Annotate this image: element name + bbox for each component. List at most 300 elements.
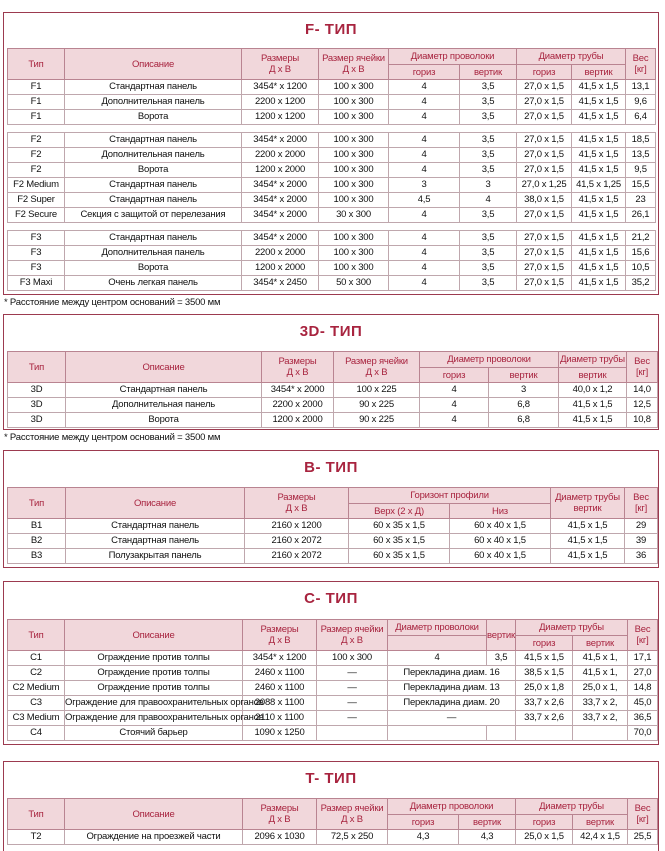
table-cell: Стандартная панель	[65, 193, 242, 208]
footnote: * Расстояние между центром оснований = 3500 мм	[4, 297, 221, 308]
table-cell: 70,0	[628, 726, 658, 741]
col-tube: Диаметр трубы вертик	[551, 488, 625, 519]
col-desc: Описание	[66, 352, 262, 383]
b-type-title: B- ТИП	[304, 459, 358, 476]
table-cell: F2	[8, 163, 65, 178]
table-cell: Ворота	[66, 413, 262, 428]
table-cell: C3 Medium	[8, 711, 65, 726]
table-row	[8, 231, 656, 246]
table-cell: 41,5 x 1,5	[572, 246, 626, 261]
table-cell: Стандартная панель	[65, 133, 242, 148]
table-cell: 4	[389, 246, 460, 261]
table-cell: 27,0 x 1,5	[517, 231, 572, 246]
table-cell: Перекладина диам. 13	[388, 681, 516, 696]
table-cell: 100 x 300	[317, 651, 388, 666]
table-cell: C3	[8, 696, 65, 711]
table-cell: 14,0	[627, 383, 658, 398]
table-row	[8, 148, 656, 163]
table-cell: Стандартная панель	[66, 383, 262, 398]
table-row	[8, 534, 658, 549]
table-cell: 60 x 40 x 1,5	[450, 534, 551, 549]
col-tube-h: гориз	[516, 815, 573, 830]
table-cell: 45,0	[628, 696, 658, 711]
table-row	[8, 711, 658, 726]
col-size: Размеры Д x В	[243, 620, 317, 651]
col-desc: Описание	[66, 488, 245, 519]
table-cell: 35,2	[626, 276, 656, 291]
table-cell: F1	[8, 110, 65, 125]
table-cell: Ограждение для правоохранительных органов	[65, 711, 243, 726]
table-cell: 3,5	[460, 231, 517, 246]
table-cell: 4	[460, 193, 517, 208]
table-cell: 1200 x 2000	[242, 261, 319, 276]
table-cell: 2160 x 2072	[245, 549, 349, 564]
col-mesh: Размер ячейки Д x В	[317, 620, 388, 651]
table-cell: 30 x 300	[319, 208, 389, 223]
col-wire-blank	[388, 636, 487, 651]
table-cell: 3454* x 2000	[242, 193, 319, 208]
table-cell: 15,6	[626, 246, 656, 261]
table-cell: 50 x 300	[319, 276, 389, 291]
table-cell: Полузакрытая панель	[66, 549, 245, 564]
c-type-section	[3, 581, 659, 745]
table-cell: 9,6	[626, 95, 656, 110]
table-cell: 41,5 x 1,5	[572, 110, 626, 125]
table-cell: 9,5	[626, 163, 656, 178]
table-cell: 100 x 300	[319, 80, 389, 95]
table-cell: 3,5	[460, 133, 517, 148]
table-cell: 100 x 300	[319, 231, 389, 246]
table-cell: —	[317, 696, 388, 711]
col-tube-v: вертик	[573, 815, 628, 830]
table-cell: 27,0 x 1,5	[517, 110, 572, 125]
table-cell: 41,5 x 1,5	[516, 651, 573, 666]
table-cell: 41,5 x 1,5	[572, 80, 626, 95]
table-cell: 100 x 300	[319, 178, 389, 193]
table-cell: 41,5 x 1,	[573, 651, 628, 666]
table-cell: 38,0 x 1,5	[517, 193, 572, 208]
table-cell: 33,7 x 2,	[573, 711, 628, 726]
col-type: Тип	[8, 49, 65, 80]
table-cell: 3,5	[460, 80, 517, 95]
table-cell: 41,5 x 1,5	[572, 133, 626, 148]
table-cell: F3	[8, 246, 65, 261]
table-row	[8, 726, 658, 741]
col-desc: Описание	[65, 49, 242, 80]
3d-type-table	[7, 351, 658, 428]
table-row	[8, 276, 656, 291]
table-cell	[388, 726, 487, 741]
table-cell: 42,4 x 1,5	[573, 830, 628, 845]
table-cell: 100 x 300	[319, 193, 389, 208]
table-row	[8, 383, 658, 398]
table-cell: 33,7 x 2,6	[516, 711, 573, 726]
table-cell: 13,5	[626, 148, 656, 163]
table-cell: T2	[8, 830, 65, 845]
table-cell: 3D	[8, 413, 66, 428]
table-cell: 41,5 x 1,5	[572, 276, 626, 291]
table-cell: 4,3	[459, 830, 516, 845]
table-cell: 3,5	[460, 208, 517, 223]
table-cell: 3	[489, 383, 559, 398]
col-tube-h: гориз	[517, 65, 572, 80]
table-cell: 4	[420, 413, 489, 428]
table-cell: 15,5	[626, 178, 656, 193]
table-cell: 3,5	[460, 110, 517, 125]
3d-type-title: 3D- ТИП	[299, 323, 363, 340]
table-cell: Стандартная панель	[66, 534, 245, 549]
table-cell: 4	[420, 383, 489, 398]
group-separator	[8, 125, 656, 133]
table-cell: F3	[8, 261, 65, 276]
table-row	[8, 413, 658, 428]
table-cell: 2096 x 1030	[243, 830, 317, 845]
table-cell: 41,5 x 1,25	[572, 178, 626, 193]
table-cell: Стандартная панель	[65, 80, 242, 95]
table-cell: 4,3	[388, 830, 459, 845]
col-weight: Вес [кг]	[625, 488, 658, 519]
col-wire-h: гориз	[389, 65, 460, 80]
table-cell: 27,0 x 1,5	[517, 246, 572, 261]
table-cell: 27,0 x 1,5	[517, 95, 572, 110]
col-wire-v: вертик	[489, 368, 559, 383]
table-cell: —	[317, 681, 388, 696]
table-cell: 25,5	[628, 830, 658, 845]
table-row	[8, 163, 656, 178]
col-profile-top: Верх (2 x Д)	[349, 504, 450, 519]
table-cell: —	[388, 711, 516, 726]
table-cell: 10,8	[627, 413, 658, 428]
table-cell: 33,7 x 2,	[573, 696, 628, 711]
table-cell: 4	[389, 95, 460, 110]
table-cell: 3454* x 1200	[243, 651, 317, 666]
table-cell: 10,5	[626, 261, 656, 276]
table-cell: F2 Super	[8, 193, 65, 208]
table-cell: F1	[8, 95, 65, 110]
table-cell: 41,5 x 1,5	[551, 534, 625, 549]
table-cell: 3D	[8, 398, 66, 413]
table-cell: 39	[625, 534, 658, 549]
b-type-table	[7, 487, 658, 564]
table-cell: B3	[8, 549, 66, 564]
table-cell: 100 x 225	[334, 383, 420, 398]
table-cell: 41,5 x 1,5	[572, 231, 626, 246]
col-weight: Вес [кг]	[626, 49, 656, 80]
table-cell: 27,0 x 1,5	[517, 133, 572, 148]
table-cell: 100 x 300	[319, 246, 389, 261]
table-cell: 21,2	[626, 231, 656, 246]
f-type-section	[3, 12, 659, 295]
table-cell: 18,5	[626, 133, 656, 148]
table-cell: 41,5 x 1,	[573, 666, 628, 681]
col-tube: Диаметр трубы	[559, 352, 627, 368]
table-cell: 41,5 x 1,5	[551, 519, 625, 534]
table-cell: 3	[389, 178, 460, 193]
col-profile-bottom: Низ	[450, 504, 551, 519]
table-cell: 41,5 x 1,5	[572, 95, 626, 110]
table-cell: 60 x 35 x 1,5	[349, 549, 450, 564]
col-mesh: Размер ячейки Д x В	[319, 49, 389, 80]
col-size: Размеры Д x В	[242, 49, 319, 80]
table-cell: 4	[389, 133, 460, 148]
table-cell: 2200 x 2000	[242, 246, 319, 261]
table-cell: Очень легкая панель	[65, 276, 242, 291]
col-type: Тип	[8, 620, 65, 651]
table-cell: 25,0 x 1,	[573, 681, 628, 696]
col-tube: Диаметр трубы	[517, 49, 626, 65]
table-cell: 3454* x 2000	[242, 231, 319, 246]
table-cell: 27,0 x 1,25	[517, 178, 572, 193]
table-cell: 41,5 x 1,5	[572, 261, 626, 276]
table-cell: 33,7 x 2,6	[516, 696, 573, 711]
table-row	[8, 110, 656, 125]
table-cell: 36,5	[628, 711, 658, 726]
table-cell	[573, 726, 628, 741]
table-cell: 3,5	[460, 95, 517, 110]
table-cell: Ворота	[65, 110, 242, 125]
table-cell: 3,5	[460, 246, 517, 261]
table-cell: 27,0 x 1,5	[517, 80, 572, 95]
col-tube-v: вертик	[572, 65, 626, 80]
col-tube-v: вертик	[559, 368, 627, 383]
table-cell: C1	[8, 651, 65, 666]
table-cell: 27,0 x 1,5	[517, 261, 572, 276]
f-type-title: F- ТИП	[304, 21, 358, 38]
col-tube-h: гориз	[516, 636, 573, 651]
table-cell: 4	[420, 398, 489, 413]
table-cell: 4	[388, 651, 487, 666]
col-weight: Вес [кг]	[627, 352, 658, 383]
col-type: Тип	[8, 352, 66, 383]
table-cell: 60 x 35 x 1,5	[349, 534, 450, 549]
table-cell: 25,0 x 1,8	[516, 681, 573, 696]
table-cell: 40,0 x 1,2	[559, 383, 627, 398]
table-cell: 3454* x 2000	[242, 178, 319, 193]
table-cell: Стандартная панель	[66, 519, 245, 534]
table-cell: 3,5	[460, 276, 517, 291]
table-cell: 2200 x 2000	[262, 398, 334, 413]
table-cell: 4	[389, 276, 460, 291]
table-cell: Ограждение против толпы	[65, 666, 243, 681]
table-cell: 4,5	[389, 193, 460, 208]
table-cell: —	[317, 711, 388, 726]
col-wire-v: вертик	[459, 815, 516, 830]
table-cell: 1090 x 1250	[243, 726, 317, 741]
table-cell: 41,5 x 1,5	[572, 148, 626, 163]
table-cell: 3,5	[460, 163, 517, 178]
col-wire-h: гориз	[420, 368, 489, 383]
col-wire-v: вертик	[460, 65, 517, 80]
table-cell: 41,5 x 1,5	[559, 398, 627, 413]
table-cell: 41,5 x 1,5	[572, 208, 626, 223]
table-cell: 3,5	[460, 261, 517, 276]
table-cell: 3D	[8, 383, 66, 398]
table-row	[8, 681, 658, 696]
col-wire-h: гориз	[388, 815, 459, 830]
col-type: Тип	[8, 488, 66, 519]
table-row	[8, 80, 656, 95]
table-cell: 38,5 x 1,5	[516, 666, 573, 681]
table-cell: Ограждение на проезжей части	[65, 830, 243, 845]
table-row	[8, 398, 658, 413]
table-cell: 100 x 300	[319, 133, 389, 148]
table-row	[8, 830, 658, 845]
table-cell: F1	[8, 80, 65, 95]
table-cell: 90 x 225	[334, 398, 420, 413]
table-cell: Ограждение против толпы	[65, 681, 243, 696]
table-cell: 13,1	[626, 80, 656, 95]
footnote: * Расстояние между центром оснований = 3500 мм	[4, 432, 221, 443]
table-cell: 41,5 x 1,5	[551, 549, 625, 564]
col-mesh: Размер ячейки Д x В	[334, 352, 420, 383]
table-cell: C2 Medium	[8, 681, 65, 696]
table-row	[8, 696, 658, 711]
table-cell	[487, 726, 516, 741]
table-row	[8, 549, 658, 564]
table-cell: Перекладина диам. 16	[388, 666, 516, 681]
col-wire: Диаметр проволоки	[389, 49, 517, 65]
table-cell: Стоячий барьер	[65, 726, 243, 741]
table-cell: 6,8	[489, 398, 559, 413]
table-row	[8, 246, 656, 261]
col-desc: Описание	[65, 799, 243, 830]
table-cell: 1200 x 2000	[242, 163, 319, 178]
table-cell: 2160 x 1200	[245, 519, 349, 534]
table-row	[8, 193, 656, 208]
table-cell: 2200 x 1200	[242, 95, 319, 110]
col-size: Размеры Д x В	[262, 352, 334, 383]
table-row	[8, 651, 658, 666]
table-cell: 27,0 x 1,5	[517, 276, 572, 291]
col-weight: Вес [кг]	[628, 799, 658, 830]
table-cell: Дополнительная панель	[65, 148, 242, 163]
table-cell: C2	[8, 666, 65, 681]
table-cell: 4	[389, 148, 460, 163]
col-wire-v: вертик	[487, 620, 516, 651]
table-row	[8, 261, 656, 276]
table-cell: 3454* x 2000	[262, 383, 334, 398]
table-cell: 3,5	[487, 651, 516, 666]
table-cell: 60 x 40 x 1,5	[450, 519, 551, 534]
table-row	[8, 208, 656, 223]
col-size: Размеры Д x В	[245, 488, 349, 519]
table-cell: B1	[8, 519, 66, 534]
t-type-section	[3, 761, 659, 851]
t-type-table	[7, 798, 658, 845]
table-cell: 4	[389, 110, 460, 125]
col-desc: Описание	[65, 620, 243, 651]
table-cell: Стандартная панель	[65, 231, 242, 246]
t-type-title: T- ТИП	[305, 770, 357, 787]
table-cell: C4	[8, 726, 65, 741]
table-cell: 27,0 x 1,5	[517, 163, 572, 178]
table-cell: F2 Secure	[8, 208, 65, 223]
table-cell: 1200 x 2000	[262, 413, 334, 428]
table-cell: Ограждение для правоохранительных органов	[65, 696, 243, 711]
table-cell: 100 x 300	[319, 110, 389, 125]
table-cell: 36	[625, 549, 658, 564]
table-cell: 60 x 35 x 1,5	[349, 519, 450, 534]
table-cell	[516, 726, 573, 741]
table-cell: Ворота	[65, 261, 242, 276]
table-cell: Ворота	[65, 163, 242, 178]
table-cell: 60 x 40 x 1,5	[450, 549, 551, 564]
table-cell: 27,0	[628, 666, 658, 681]
3d-type-section	[3, 314, 659, 430]
group-separator	[8, 223, 656, 231]
table-cell: 2460 x 1100	[243, 666, 317, 681]
b-type-section	[3, 450, 659, 568]
table-cell: 6,8	[489, 413, 559, 428]
table-cell: 1200 x 1200	[242, 110, 319, 125]
table-cell: 2460 x 1100	[243, 681, 317, 696]
table-cell	[317, 726, 388, 741]
table-cell: Дополнительная панель	[65, 246, 242, 261]
table-cell: 3,5	[460, 148, 517, 163]
c-type-title: C- ТИП	[304, 590, 358, 607]
table-cell: Перекладина диам. 20	[388, 696, 516, 711]
table-cell: 12,5	[627, 398, 658, 413]
table-cell: 25,0 x 1,5	[516, 830, 573, 845]
col-wire: Диаметр проволоки	[420, 352, 559, 368]
col-wire: Диаметр проволоки	[388, 799, 516, 815]
table-cell: 4	[389, 208, 460, 223]
table-cell: 41,5 x 1,5	[572, 193, 626, 208]
table-row	[8, 519, 658, 534]
col-wire: Диаметр проволоки	[388, 620, 487, 636]
table-row	[8, 178, 656, 193]
col-size: Размеры Д x В	[243, 799, 317, 830]
table-cell: Стандартная панель	[65, 178, 242, 193]
table-cell: 2088 x 1100	[243, 696, 317, 711]
table-cell: 2200 x 2000	[242, 148, 319, 163]
table-cell: 100 x 300	[319, 148, 389, 163]
table-cell: 3454* x 1200	[242, 80, 319, 95]
table-cell: B2	[8, 534, 66, 549]
table-cell: 3454* x 2000	[242, 133, 319, 148]
table-cell: 4	[389, 163, 460, 178]
table-cell: 3	[460, 178, 517, 193]
table-row	[8, 133, 656, 148]
table-row	[8, 666, 658, 681]
table-row	[8, 95, 656, 110]
table-cell: F3	[8, 231, 65, 246]
table-cell: 4	[389, 231, 460, 246]
table-cell: 2110 x 1100	[243, 711, 317, 726]
table-cell: Ограждение против толпы	[65, 651, 243, 666]
table-cell: 72,5 x 250	[317, 830, 388, 845]
table-cell: F3 Maxi	[8, 276, 65, 291]
table-cell: 27,0 x 1,5	[517, 208, 572, 223]
table-cell: 41,5 x 1,5	[572, 163, 626, 178]
col-type: Тип	[8, 799, 65, 830]
table-cell: 100 x 300	[319, 163, 389, 178]
table-cell: F2	[8, 133, 65, 148]
table-cell: 90 x 225	[334, 413, 420, 428]
table-cell: Дополнительная панель	[65, 95, 242, 110]
table-cell: —	[317, 666, 388, 681]
table-cell: 27,0 x 1,5	[517, 148, 572, 163]
table-cell: Секция с защитой от перелезания	[65, 208, 242, 223]
table-cell: 6,4	[626, 110, 656, 125]
table-cell: 3454* x 2450	[242, 276, 319, 291]
table-cell: 41,5 x 1,5	[559, 413, 627, 428]
table-cell: 17,1	[628, 651, 658, 666]
table-cell: F2	[8, 148, 65, 163]
table-cell: 3454* x 2000	[242, 208, 319, 223]
col-weight: Вес [кг]	[628, 620, 658, 651]
table-cell: 2160 x 2072	[245, 534, 349, 549]
